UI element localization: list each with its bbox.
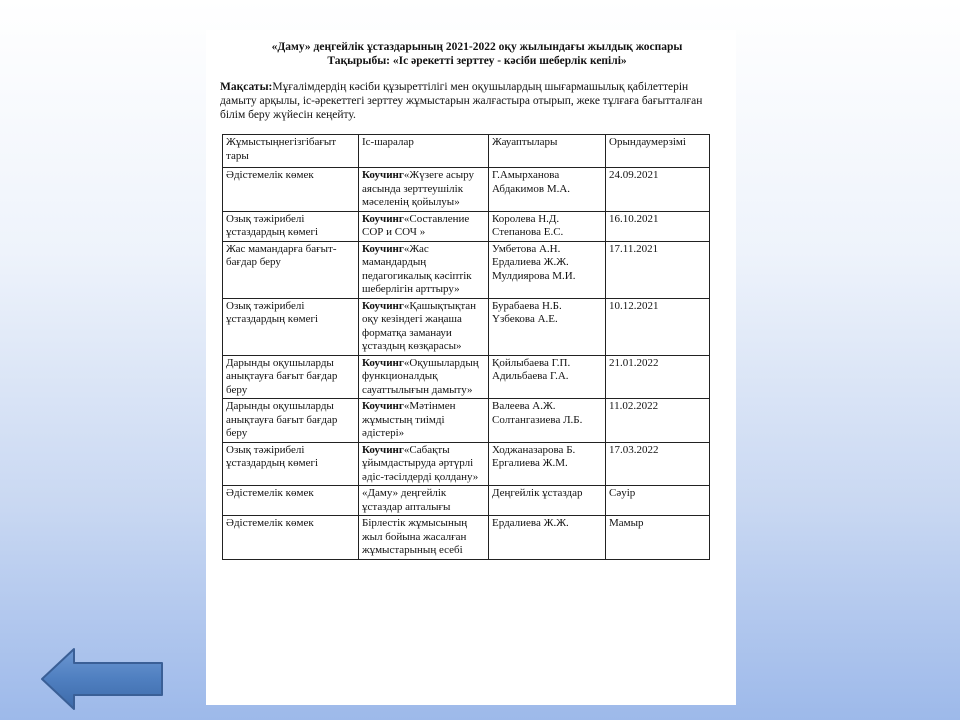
cell-responsible: Бурабаева Н.Б. Үзбекова А.Е.: [489, 298, 606, 355]
cell-event: [359, 442, 489, 486]
event-title: «Сабақты ұйымдастыруда әртүрлі әдіс-тәсілдерді қолдану»: [362, 443, 479, 483]
document-title: [232, 40, 722, 68]
event-title: «Жас мамандардың педагогикалық кәсіптік шеберлігін арттыру»: [362, 242, 472, 295]
cell-direction: Дарынды оқушыларды анықтауға бағыт бағдар беру: [223, 399, 359, 443]
cell-responsible: Валеева А.Ж. Солтангазиева Л.Б.: [489, 399, 606, 443]
event-type-label: Коучинг: [362, 443, 404, 456]
cell-direction: Озық тәжірибелі ұстаздардың көмегі: [223, 211, 359, 241]
cell-direction: Әдістемелік көмек: [223, 516, 359, 560]
cell-event: [359, 298, 489, 355]
cell-responsible: Умбетова А.Н. Ердалиева Ж.Ж. Мулдиярова М.И.: [489, 241, 606, 298]
goal-label: Мақсаты:: [220, 81, 273, 93]
cell-deadline: 24.09.2021: [606, 168, 710, 212]
table-row: [223, 399, 710, 443]
cell-deadline: 21.01.2022: [606, 355, 710, 399]
table-row: [223, 211, 710, 241]
event-title: «Оқушылардың функционалдық сауаттылығын дамыту»: [362, 356, 479, 396]
title-line-1: «Даму» деңгейлік ұстаздарының 2021-2022 оқу жылындағы жылдық жоспары: [271, 41, 683, 53]
goal-text: Мұғалімдердің кәсіби құзыреттілігі мен оқушылардың шығармашылық қабілеттерін дамыту арқылы, іс-әрекеттегі зерттеу жұмыстарын жалғастыра отырып, жеке тұлғаға бағытталған білім беру жүйесін кеңейту.: [220, 81, 703, 121]
back-arrow-icon[interactable]: [38, 645, 166, 713]
cell-event: [359, 355, 489, 399]
plan-table: [222, 134, 710, 560]
event-title: «Составление СОР и СОЧ »: [362, 212, 470, 238]
cell-direction: Жас мамандарға бағыт-бағдар беру: [223, 241, 359, 298]
header-deadline: Орындаумерзімі: [606, 135, 710, 168]
cell-deadline: 17.03.2022: [606, 442, 710, 486]
event-type-label: Коучинг: [362, 169, 404, 181]
cell-event: [359, 486, 489, 516]
cell-responsible: Г.Амырханова Абдакимов М.А.: [489, 168, 606, 212]
event-title: «Қашықтықтан оқу кезіндегі жаңаша форматқа заманауи ұстаздың көзқарасы»: [362, 299, 477, 352]
cell-deadline: 11.02.2022: [606, 399, 710, 443]
title-line-2: Тақырыбы: «Іс әрекетті зерттеу - кәсіби шеберлік кепілі»: [327, 55, 627, 67]
table-row: [223, 355, 710, 399]
event-type-label: Коучинг: [362, 356, 404, 369]
cell-direction: Әдістемелік көмек: [223, 486, 359, 516]
event-type-label: Коучинг: [362, 242, 404, 255]
cell-responsible: Деңгейлік ұстаздар: [489, 486, 606, 516]
cell-direction: Әдістемелік көмек: [223, 168, 359, 212]
event-type-label: Коучинг: [362, 400, 404, 412]
event-type-label: Коучинг: [362, 299, 404, 312]
table-header-row: [223, 135, 710, 168]
event-type-label: Коучинг: [362, 212, 404, 225]
cell-responsible: Ходжаназарова Б. Ергалиева Ж.М.: [489, 442, 606, 486]
header-events: Іс-шаралар: [359, 135, 489, 168]
cell-deadline: 16.10.2021: [606, 211, 710, 241]
table-row: [223, 241, 710, 298]
cell-deadline: Сәуір: [606, 486, 710, 516]
header-direction: Жұмыстыңнегізгібағыт тары: [223, 135, 359, 168]
cell-responsible: Қойлыбаева Г.П. Адильбаева Г.А.: [489, 355, 606, 399]
table-row: [223, 486, 710, 516]
table-row: [223, 168, 710, 212]
cell-deadline: Мамыр: [606, 516, 710, 560]
cell-event: [359, 211, 489, 241]
cell-responsible: Ердалиева Ж.Ж.: [489, 516, 606, 560]
table-row: [223, 442, 710, 486]
event-title: Бірлестік жұмысының жыл бойына жасалған жұмыстарының есебі: [362, 517, 468, 556]
cell-event: [359, 241, 489, 298]
cell-direction: Дарынды оқушыларды анықтауға бағыт бағдар беру: [223, 355, 359, 399]
table-row: [223, 516, 710, 560]
table-row: [223, 298, 710, 355]
document-page: [206, 30, 736, 705]
cell-deadline: 17.11.2021: [606, 241, 710, 298]
cell-responsible: Королева Н.Д. Степанова Е.С.: [489, 211, 606, 241]
cell-direction: Озық тәжірибелі ұстаздардың көмегі: [223, 442, 359, 486]
cell-direction: Озық тәжірибелі ұстаздардың көмегі: [223, 298, 359, 355]
event-title: «Мәтінмен жұмыстың тиімді әдістері»: [362, 400, 456, 439]
cell-event: [359, 168, 489, 212]
header-responsible: Жауаптылары: [489, 135, 606, 168]
cell-deadline: 10.12.2021: [606, 298, 710, 355]
event-title: «Жүзеге асыру аясында зерттеушілік мәселенің қойылуы»: [362, 169, 474, 208]
cell-event: [359, 516, 489, 560]
cell-event: [359, 399, 489, 443]
goal-paragraph: [220, 80, 722, 122]
event-title: «Даму» деңгейлік ұстаздар апталығы: [362, 487, 451, 513]
